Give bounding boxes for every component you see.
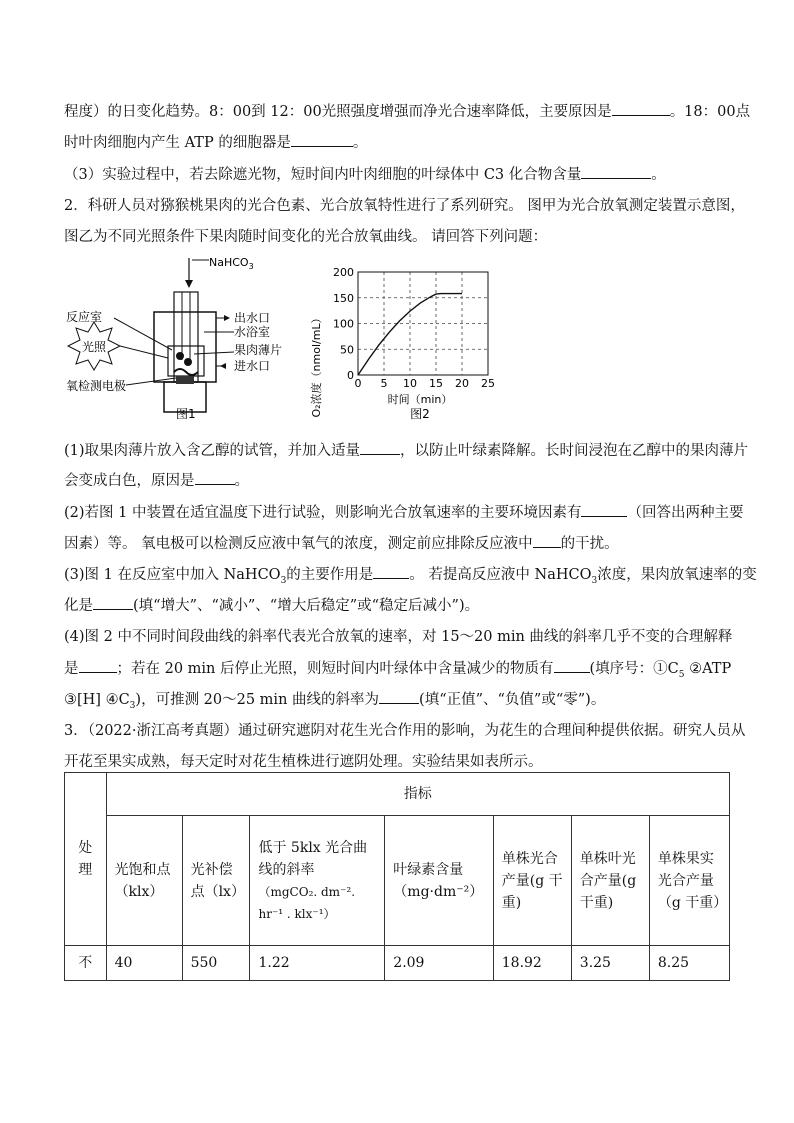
question-4-cont xyxy=(64,658,731,685)
text-seg: 因素）等。 氧电极可以检测反应液中氧气的浓度，测定前应排除反应液中 xyxy=(64,536,533,552)
text-seg: 。 xyxy=(651,167,666,183)
text-seg: (1)取果肉薄片放入含乙醇的试管，并加入适量 xyxy=(64,443,361,459)
question-3 xyxy=(64,564,757,591)
text-seg: (填“增大”、“减小”、“增大后稳定”或“稳定后减小”)。 xyxy=(133,598,480,614)
question-4-cont2 xyxy=(64,689,605,716)
fig1-caption: 图1 xyxy=(176,407,196,420)
text-seg: 化是 xyxy=(64,598,93,614)
cell: 40 xyxy=(106,946,182,981)
y-tick-label: 100 xyxy=(333,317,354,331)
question-stem: 2．科研人员对猕猴桃果肉的光合色素、光合放氧特性进行了系列研究。 图甲为光合放氧测定装置示意图， xyxy=(64,198,745,214)
cell: 3.25 xyxy=(571,946,649,981)
text-seg: （3）实验过程中，若去除遮光物，短时间内叶肉细胞的叶绿体中 C3 化合物含量 xyxy=(64,167,582,183)
header-chlorophyll: 叶绿素含量（mg·dm⁻²） xyxy=(385,816,493,946)
header-leaf-yield: 单株叶光合产量(g 干重) xyxy=(571,816,649,946)
apparatus-diagram xyxy=(64,250,294,420)
question-1 xyxy=(64,440,748,461)
label-bath: 水浴室 xyxy=(234,325,271,339)
text-seg: (2)若图 1 中装置在适宜温度下进行试验，则影响光合放氧速率的主要环境因素有 xyxy=(64,505,582,521)
subscript: 3 xyxy=(280,575,287,586)
text-seg: (填序号：①C xyxy=(589,661,679,677)
y-tick-label: 200 xyxy=(333,266,354,279)
x-axis-label: 时间（min） xyxy=(387,393,453,406)
answer-blank[interactable] xyxy=(581,164,651,179)
header-fruit-yield: 单株果实光合产量（g 干重） xyxy=(649,816,729,946)
text-seg: ；若在 20 min 后停止光照，则短时间内叶绿体中含量减少的物质有 xyxy=(116,661,554,677)
answer-blank[interactable] xyxy=(581,502,627,517)
y-tick-label: 50 xyxy=(340,343,354,357)
question-stem: 3．（2022·浙江高考真题）通过研究遮阴对花生光合作用的影响，为花生的合理间种提供依据。研究人员从 xyxy=(64,723,746,739)
cell: 18.92 xyxy=(493,946,571,981)
header-light-compensation: 光补偿点（lx） xyxy=(182,816,250,946)
text-seg: （回答出两种主要 xyxy=(627,505,744,521)
label-outlet: 出水口 xyxy=(234,311,271,325)
text-seg: 的主要作用是 xyxy=(286,567,374,583)
header-plant-yield: 单株光合产量(g 干重) xyxy=(493,816,571,946)
subscript: 3 xyxy=(129,700,136,711)
x-tick-label: 10 xyxy=(403,377,417,390)
slope-unit: （mgCO₂. dm⁻². hr⁻¹ . klx⁻¹） xyxy=(258,884,356,921)
text-seg: )，可推测 20～25 min 曲线的斜率为 xyxy=(135,692,380,708)
text-seg: 是 xyxy=(64,661,79,677)
text-seg: (3)图 1 在反应室中加入 NaHCO xyxy=(64,567,281,583)
row-label: 不 xyxy=(65,946,107,981)
header-indicators: 指标 xyxy=(106,773,729,816)
results-table xyxy=(64,772,730,981)
question-4: (4)图 2 中不同时间段曲线的斜率代表光合放氧的速率，对 15～20 min 曲线的斜率几乎不变的合理解释 xyxy=(64,629,733,645)
answer-blank[interactable] xyxy=(533,533,561,548)
oxygen-chart xyxy=(308,260,508,430)
question-2-cont xyxy=(64,533,619,554)
text-seg: (填“正值”、“负值”或“零”)。 xyxy=(419,692,606,708)
answer-blank[interactable] xyxy=(554,658,590,673)
y-tick-label: 0 xyxy=(347,369,354,382)
text-seg: 的干扰。 xyxy=(560,536,619,552)
x-tick-label: 15 xyxy=(429,377,443,390)
text-seg: ②ATP xyxy=(684,661,732,677)
text-seg: 程度）的日变化趋势。8：00到 12：00光照强度增强而净光合速率降低，主要原因是 xyxy=(64,104,612,120)
answer-blank[interactable] xyxy=(612,101,670,116)
cell: 1.22 xyxy=(250,946,385,981)
label-nahco3: NaHCO$_3$ xyxy=(209,256,254,271)
answer-blank[interactable] xyxy=(195,470,235,485)
text-seg: ③[H] ④C xyxy=(64,692,130,708)
question-stem: 开花至果实成熟，每天定时对花生植株进行遮阴处理。实验结果如表所示。 xyxy=(64,754,543,770)
x-tick-label: 5 xyxy=(380,377,388,390)
answer-blank[interactable] xyxy=(373,564,409,579)
text-line xyxy=(64,132,367,153)
subscript: 5 xyxy=(678,669,685,680)
question-1-cont xyxy=(64,470,249,491)
text-seg: 时叶肉细胞内产生 ATP 的细胞器是 xyxy=(64,135,291,151)
text-line xyxy=(64,101,750,122)
cell: 550 xyxy=(182,946,250,981)
text-line xyxy=(64,164,666,185)
question-3-cont xyxy=(64,595,479,616)
answer-blank[interactable] xyxy=(93,595,133,610)
slope-title: 低于 5klx 光合曲线的斜率 xyxy=(258,839,368,878)
label-slice: 果肉薄片 xyxy=(234,343,283,357)
x-tick-label: 25 xyxy=(481,377,495,390)
text-seg: 会变成白色，原因是 xyxy=(64,473,195,489)
fig2-caption: 图2 xyxy=(410,407,430,421)
label-reaction-room: 反应室 xyxy=(66,310,103,324)
header-light-saturation: 光饱和点（klx） xyxy=(106,816,182,946)
y-tick-label: 150 xyxy=(333,291,354,305)
table-row xyxy=(65,946,730,981)
question-stem: 图乙为不同光照条件下果肉随时间变化的光合放氧曲线。 请回答下列问题： xyxy=(64,229,548,245)
header-slope xyxy=(250,816,385,946)
label-light: 光照 xyxy=(82,340,107,354)
cell: 2.09 xyxy=(385,946,493,981)
label-inlet: 进水口 xyxy=(234,359,271,373)
text-seg: 。 若提高反应液中 NaHCO xyxy=(409,567,592,583)
cell: 8.25 xyxy=(649,946,729,981)
text-seg: 。18：00点 xyxy=(669,104,751,120)
answer-blank[interactable] xyxy=(360,440,400,455)
answer-blank[interactable] xyxy=(291,132,353,147)
x-tick-label: 20 xyxy=(455,377,469,390)
y-axis-label: O₂浓度（nmol/mL） xyxy=(310,312,323,418)
answer-blank[interactable] xyxy=(379,689,419,704)
subscript: 3 xyxy=(591,575,598,586)
text-seg: ，以防止叶绿素降解。长时间浸泡在乙醇中的果肉薄片 xyxy=(400,443,749,459)
text-seg: 。 xyxy=(234,473,249,489)
x-tick-label: 0 xyxy=(354,377,362,390)
header-treatment: 处理 xyxy=(65,773,107,946)
label-electrode: 氧检测电极 xyxy=(66,379,127,393)
answer-blank[interactable] xyxy=(79,658,117,673)
text-seg: 。 xyxy=(352,135,368,151)
question-2 xyxy=(64,502,743,523)
text-seg: 浓度，果肉放氧速率的变 xyxy=(597,567,757,583)
